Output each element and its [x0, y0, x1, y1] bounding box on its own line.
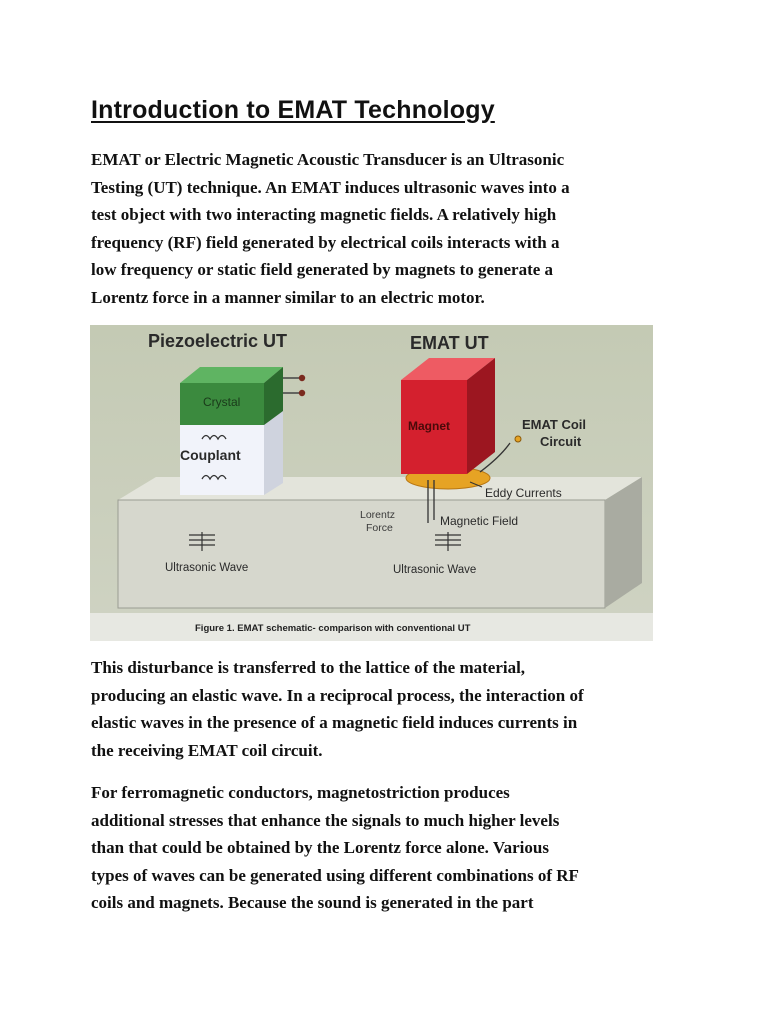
coil-terminal: [515, 436, 521, 442]
figure-caption: Figure 1. EMAT schematic- comparison with conventional UT: [195, 623, 471, 634]
intro-paragraph: [91, 146, 570, 312]
label-lorentz: Lorentz: [360, 509, 396, 521]
label-eddy-currents: Eddy Currents: [485, 486, 562, 500]
label-piezoelectric-ut: Piezoelectric UT: [148, 331, 288, 351]
text-line: elastic waves in the presence of a magnetic field induces currents in: [91, 713, 578, 733]
label-ultrasonic-wave-left: Ultrasonic Wave: [165, 562, 249, 574]
text-line: frequency (RF) field generated by electrical coils interacts with a: [91, 232, 560, 252]
couplant-side: [264, 411, 283, 495]
text-line: Testing (UT) technique. An EMAT induces ultrasonic waves into a: [91, 177, 570, 197]
text-line: coils and magnets. Because the sound is generated in the part: [91, 893, 534, 913]
text-line: producing an elastic wave. In a reciprocal process, the interaction of: [91, 685, 584, 705]
label-magnet: Magnet: [408, 419, 450, 433]
text-line: This disturbance is transferred to the lattice of the material,: [91, 658, 526, 677]
label-emat-ut: EMAT UT: [410, 333, 489, 353]
text-line: than that could be obtained by the Lorentz force alone. Various: [91, 838, 549, 858]
text-line: low frequency or static field generated by magnets to generate a: [91, 260, 554, 280]
text-line: test object with two interacting magnetic fields. A relatively high: [91, 205, 557, 225]
lattice-paragraph: [91, 654, 584, 764]
text-line: Lorentz force in a manner similar to an electric motor.: [91, 287, 485, 307]
label-coil-circuit: Circuit: [540, 434, 582, 449]
label-crystal: Crystal: [203, 395, 241, 409]
text-line: additional stresses that enhance the signals to much higher levels: [91, 810, 560, 830]
label-force: Force: [366, 522, 393, 534]
label-magnetic-field: Magnetic Field: [440, 514, 519, 528]
text-line: types of waves can be generated using different combinations of RF: [91, 865, 579, 885]
text-line: For ferromagnetic conductors, magnetostriction produces: [91, 783, 510, 802]
page-title: Introduction to EMAT Technology: [91, 96, 495, 124]
terminal: [299, 390, 305, 396]
label-ultrasonic-wave-right: Ultrasonic Wave: [393, 564, 477, 576]
terminal: [299, 375, 305, 381]
emat-schematic-figure: [90, 325, 653, 641]
label-couplant: Couplant: [180, 447, 241, 463]
emat-schematic-diagram: [90, 325, 653, 641]
text-line: the receiving EMAT coil circuit.: [91, 740, 323, 760]
label-emat-coil: EMAT Coil: [522, 417, 587, 432]
ferromagnetic-paragraph: [91, 779, 579, 917]
text-line: EMAT or Electric Magnetic Acoustic Transducer is an Ultrasonic: [91, 150, 565, 169]
